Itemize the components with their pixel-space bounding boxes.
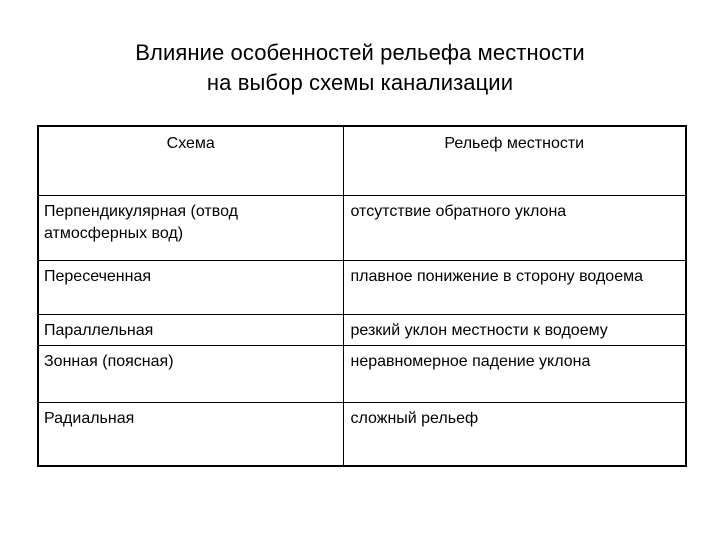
- cell-scheme: [38, 261, 343, 314]
- cell-relief: [343, 345, 686, 403]
- table-row: [38, 314, 686, 345]
- cell-relief-text: сложный рельеф: [350, 410, 479, 428]
- cell-scheme-text: Пересеченная: [44, 268, 152, 286]
- cell-scheme-text: Зонная (поясная): [44, 352, 174, 370]
- cell-scheme: [38, 345, 343, 403]
- header-scheme: Схема: [38, 126, 343, 196]
- cell-scheme: [38, 314, 343, 345]
- table-row: [38, 345, 686, 403]
- cell-scheme-text: Радиальная: [44, 410, 135, 428]
- slide-title-line-1: Влияние особенностей рельефа местности: [135, 40, 585, 65]
- cell-scheme: [38, 196, 343, 261]
- cell-relief: [343, 261, 686, 314]
- header-relief: Рельеф местности: [343, 126, 686, 196]
- cell-relief-text: резкий уклон местности к водоему: [350, 321, 608, 339]
- slide-title-line-2: на выбор схемы канализации: [206, 70, 514, 95]
- slide-title: [0, 38, 720, 98]
- cell-relief: [343, 314, 686, 345]
- cell-scheme-text: Параллельная: [44, 321, 154, 339]
- cell-scheme: [38, 403, 343, 466]
- cell-relief-text: плавное понижение в сторону водоема: [350, 268, 643, 286]
- table-row: [38, 403, 686, 466]
- cell-scheme-text: Перпендикулярная (отвод атмосферных вод): [44, 203, 238, 243]
- table-row: [38, 196, 686, 261]
- cell-relief: [343, 403, 686, 466]
- cell-relief-text: отсутствие обратного уклона: [350, 203, 567, 221]
- table-row: [38, 261, 686, 314]
- scheme-relief-table: [37, 125, 687, 467]
- table-header-row: [38, 126, 686, 196]
- cell-relief-text: неравномерное падение уклона: [350, 352, 591, 370]
- cell-relief: [343, 196, 686, 261]
